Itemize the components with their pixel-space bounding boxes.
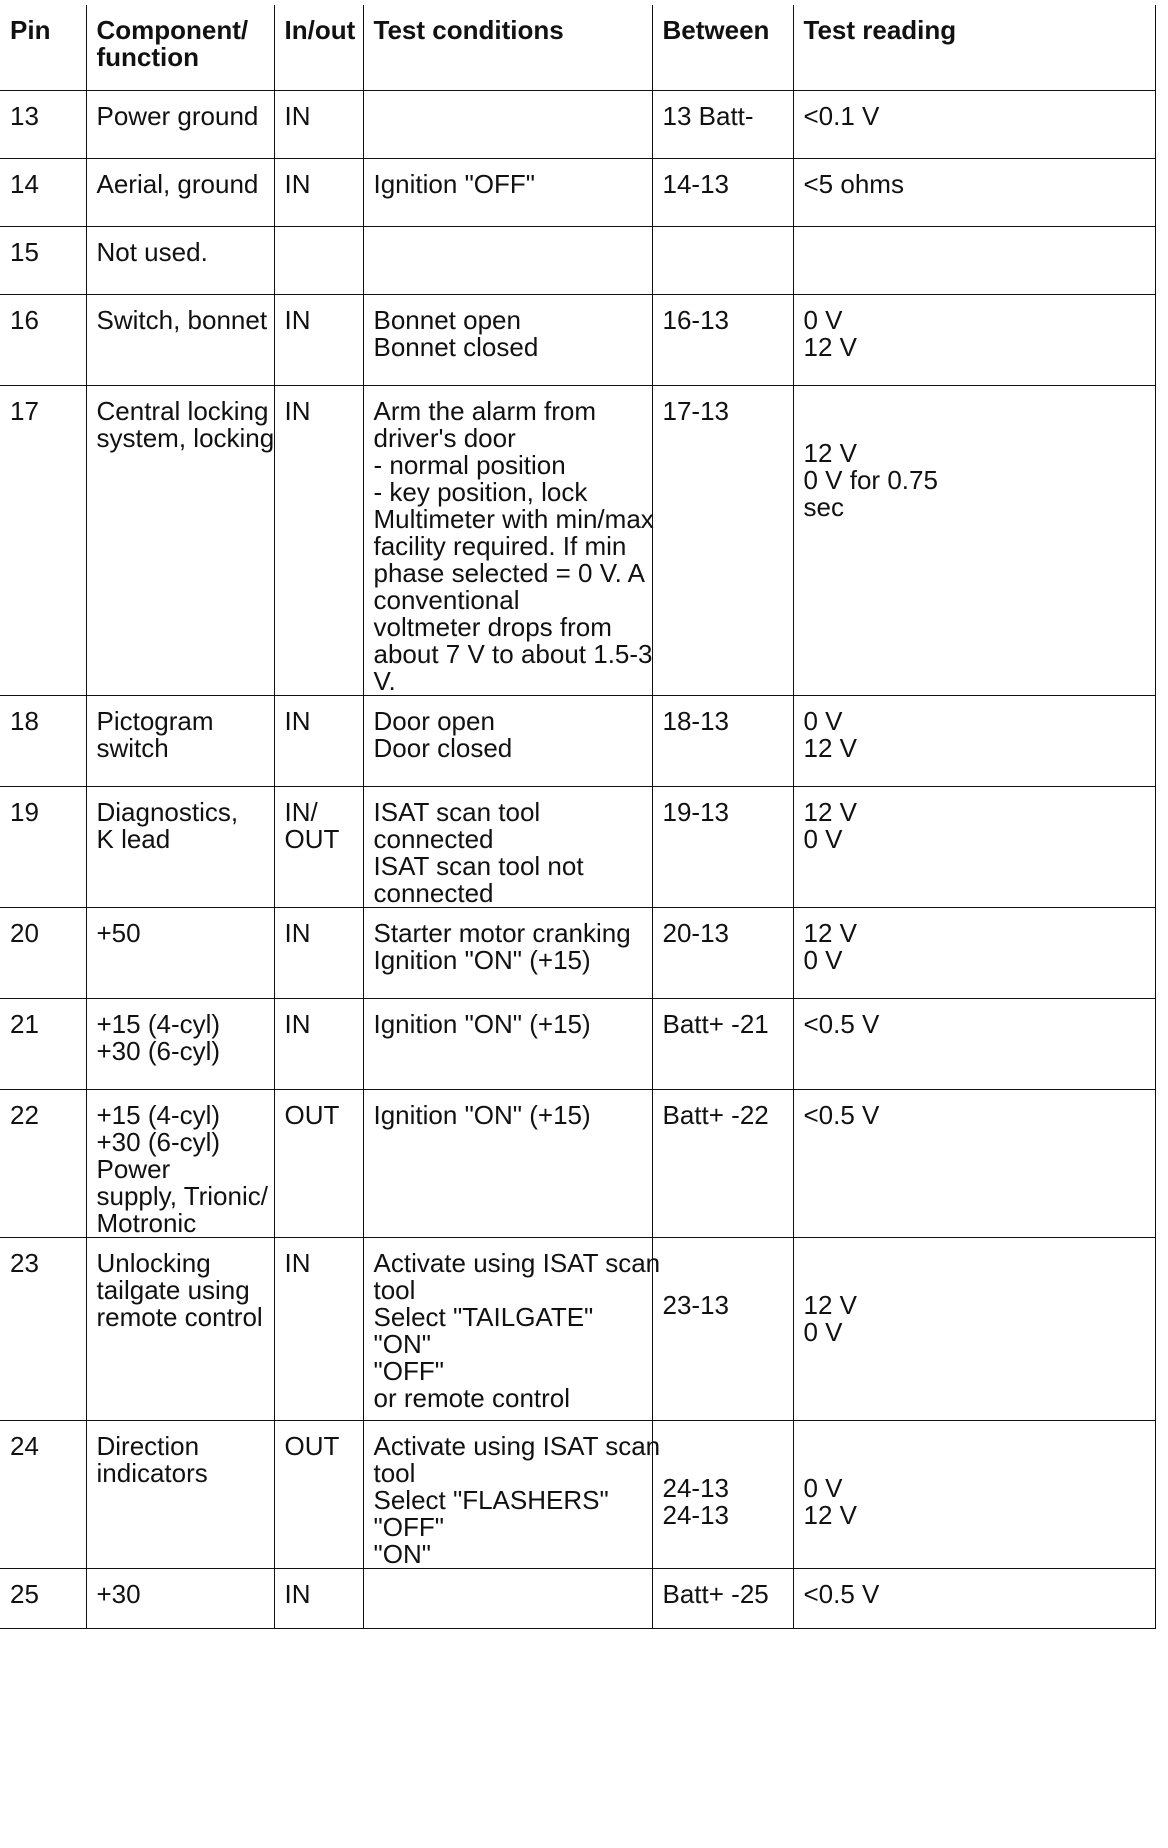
- reading-cell: [793, 907, 1155, 998]
- conditions-line: about 7 V to about 1.5-3: [373, 638, 653, 669]
- inout-line: IN: [284, 168, 311, 199]
- reading-cell: [793, 90, 1155, 158]
- between-line: 24-13: [662, 1499, 729, 1530]
- table-row: [0, 158, 1155, 226]
- reading-line: 12 V: [803, 796, 857, 827]
- reading-line: 0 V: [803, 1316, 843, 1347]
- reading-line: sec: [803, 491, 844, 522]
- component-cell: [86, 998, 274, 1089]
- component-cell: [86, 1089, 274, 1237]
- component-line: +15 (4-cyl): [96, 1008, 221, 1039]
- conditions-line: "OFF": [373, 1511, 444, 1542]
- component-line: Pictogram: [96, 705, 214, 736]
- between-cell: [652, 695, 793, 786]
- conditions-line: V.: [373, 665, 396, 696]
- conditions-line: facility required. If min: [373, 530, 627, 561]
- reading-line: 12 V: [803, 1499, 857, 1530]
- conditions-line: Activate using ISAT scan: [373, 1430, 661, 1461]
- conditions-cell: [363, 226, 652, 294]
- inout-line: OUT: [284, 1099, 340, 1130]
- between-line: 14-13: [662, 168, 729, 199]
- conditions-line: Door open: [373, 705, 495, 736]
- table-row: [0, 1420, 1155, 1568]
- inout-cell: [274, 1237, 363, 1420]
- table-row: [0, 1089, 1155, 1237]
- between-cell: [652, 1420, 793, 1568]
- conditions-line: Ignition "ON" (+15): [373, 944, 591, 975]
- component-line: Power ground: [96, 100, 259, 131]
- pin-cell: 16: [0, 294, 86, 385]
- inout-cell: [274, 226, 363, 294]
- inout-line: IN: [284, 1008, 311, 1039]
- conditions-line: ISAT scan tool: [373, 796, 541, 827]
- inout-cell: [274, 786, 363, 907]
- table-row: [0, 90, 1155, 158]
- reading-cell: [793, 1089, 1155, 1237]
- conditions-line: "OFF": [373, 1355, 444, 1386]
- conditions-cell: [363, 998, 652, 1089]
- reading-cell: [793, 1420, 1155, 1568]
- component-cell: [86, 294, 274, 385]
- inout-line: IN: [284, 304, 311, 335]
- pin-test-table: [0, 5, 1156, 1629]
- between-cell: [652, 1089, 793, 1237]
- component-line: +30 (6-cyl): [96, 1126, 221, 1157]
- inout-cell: [274, 385, 363, 695]
- inout-cell: [274, 998, 363, 1089]
- reading-line: 0 V: [803, 304, 843, 335]
- inout-cell: [274, 1568, 363, 1628]
- component-cell: [86, 1237, 274, 1420]
- between-cell: [652, 1237, 793, 1420]
- reading-line: 0 V: [803, 944, 843, 975]
- header-between: Between: [652, 5, 793, 90]
- component-line: Diagnostics,: [96, 796, 239, 827]
- conditions-line: Ignition "ON" (+15): [373, 1008, 591, 1039]
- component-cell: [86, 1568, 274, 1628]
- table-row: [0, 1237, 1155, 1420]
- component-line: Aerial, ground: [96, 168, 259, 199]
- between-line: Batt+ -22: [662, 1099, 769, 1130]
- reading-cell: [793, 786, 1155, 907]
- component-line: Motronic: [96, 1207, 197, 1238]
- between-line: 23-13: [662, 1289, 729, 1320]
- table-row: [0, 226, 1155, 294]
- inout-line: IN: [284, 1578, 311, 1609]
- table-row: [0, 786, 1155, 907]
- pin-cell: 13: [0, 90, 86, 158]
- pin-cell: 17: [0, 385, 86, 695]
- conditions-line: Select "FLASHERS": [373, 1484, 609, 1515]
- conditions-line: "ON": [373, 1328, 431, 1359]
- conditions-line: Arm the alarm from: [373, 395, 596, 426]
- inout-line: OUT: [284, 823, 340, 854]
- inout-line: IN: [284, 395, 311, 426]
- header-pin: Pin: [0, 5, 86, 90]
- between-cell: [652, 158, 793, 226]
- conditions-cell: [363, 1089, 652, 1237]
- table-row: [0, 385, 1155, 695]
- between-cell: [652, 786, 793, 907]
- component-line: Direction: [96, 1430, 200, 1461]
- header-reading: Test reading: [793, 5, 1155, 90]
- reading-line: 12 V: [803, 732, 857, 763]
- reading-line: 12 V: [803, 1289, 857, 1320]
- reading-line: <0.5 V: [803, 1008, 880, 1039]
- between-line: 19-13: [662, 796, 729, 827]
- reading-line: 12 V: [803, 437, 857, 468]
- component-cell: [86, 786, 274, 907]
- reading-cell: [793, 998, 1155, 1089]
- reading-cell: [793, 1568, 1155, 1628]
- conditions-cell: [363, 907, 652, 998]
- component-cell: [86, 226, 274, 294]
- between-line: 24-13: [662, 1472, 729, 1503]
- component-line: Switch, bonnet: [96, 304, 268, 335]
- conditions-line: driver's door: [373, 422, 516, 453]
- header-component: Component/ function: [86, 5, 274, 90]
- between-cell: [652, 294, 793, 385]
- reading-line: 0 V for 0.75: [803, 464, 938, 495]
- between-cell: [652, 1568, 793, 1628]
- reading-line: 12 V: [803, 917, 857, 948]
- pin-cell: 19: [0, 786, 86, 907]
- conditions-cell: [363, 385, 652, 695]
- between-cell: [652, 998, 793, 1089]
- conditions-line: connected: [373, 823, 494, 854]
- inout-cell: [274, 695, 363, 786]
- between-line: 20-13: [662, 917, 729, 948]
- conditions-cell: [363, 1237, 661, 1420]
- header-conditions: Test conditions: [363, 5, 652, 90]
- conditions-cell: [363, 294, 652, 385]
- pin-cell: 14: [0, 158, 86, 226]
- between-line: 18-13: [662, 705, 729, 736]
- inout-cell: [274, 1089, 363, 1237]
- pin-cell: 18: [0, 695, 86, 786]
- pin-cell: 20: [0, 907, 86, 998]
- conditions-line: Starter motor cranking: [373, 917, 631, 948]
- header-inout: In/out: [274, 5, 363, 90]
- component-cell: [86, 695, 274, 786]
- between-cell: [652, 907, 793, 998]
- between-line: Batt+ -21: [662, 1008, 769, 1039]
- component-line: Not used.: [96, 236, 208, 267]
- component-line: +50: [96, 917, 141, 948]
- component-line: system, locking: [96, 422, 275, 453]
- inout-cell: [274, 294, 363, 385]
- component-cell: [86, 907, 274, 998]
- conditions-line: Ignition "OFF": [373, 168, 536, 199]
- reading-line: 0 V: [803, 1472, 843, 1503]
- inout-line: OUT: [284, 1430, 340, 1461]
- reading-cell: [793, 226, 1155, 294]
- conditions-line: - key position, lock: [373, 476, 588, 507]
- reading-cell: [793, 1237, 1155, 1420]
- component-line: +15 (4-cyl): [96, 1099, 221, 1130]
- conditions-line: connected: [373, 877, 494, 908]
- conditions-line: Multimeter with min/max: [373, 503, 654, 534]
- conditions-line: - normal position: [373, 449, 566, 480]
- conditions-line: or remote control: [373, 1382, 571, 1413]
- inout-line: IN: [284, 705, 311, 736]
- reading-cell: [793, 385, 1155, 695]
- conditions-line: tool: [373, 1274, 416, 1305]
- component-cell: [86, 158, 274, 226]
- conditions-cell: [363, 158, 652, 226]
- inout-cell: [274, 158, 363, 226]
- pin-cell: 22: [0, 1089, 86, 1237]
- component-line: indicators: [96, 1457, 208, 1488]
- reading-line: <0.1 V: [803, 100, 880, 131]
- component-line: K lead: [96, 823, 171, 854]
- reading-line: 12 V: [803, 331, 857, 362]
- reading-line: <0.5 V: [803, 1578, 880, 1609]
- reading-cell: [793, 294, 1155, 385]
- table-body: [0, 90, 1155, 1628]
- conditions-line: phase selected = 0 V. A: [373, 557, 646, 588]
- inout-line: IN: [284, 100, 311, 131]
- conditions-cell: [363, 695, 652, 786]
- conditions-line: Bonnet open: [373, 304, 521, 335]
- component-line: tailgate using: [96, 1274, 250, 1305]
- pin-cell: 21: [0, 998, 86, 1089]
- component-line: remote control: [96, 1301, 263, 1332]
- conditions-line: conventional: [373, 584, 520, 615]
- conditions-line: Ignition "ON" (+15): [373, 1099, 591, 1130]
- inout-line: IN: [284, 1247, 311, 1278]
- between-line: Batt+ -25: [662, 1578, 769, 1609]
- table-row: [0, 294, 1155, 385]
- component-cell: [86, 385, 274, 695]
- inout-cell: [274, 907, 363, 998]
- reading-line: <5 ohms: [803, 168, 904, 199]
- component-cell: [86, 90, 274, 158]
- component-line: supply, Trionic/: [96, 1180, 268, 1211]
- pin-cell: 15: [0, 226, 86, 294]
- conditions-line: Select "TAILGATE": [373, 1301, 594, 1332]
- inout-line: IN/: [284, 796, 318, 827]
- conditions-line: "ON": [373, 1538, 431, 1569]
- component-line: Power: [96, 1153, 171, 1184]
- conditions-cell: [363, 1420, 661, 1569]
- component-line: +30: [96, 1578, 141, 1609]
- conditions-line: voltmeter drops from: [373, 611, 612, 642]
- component-line: +30 (6-cyl): [96, 1035, 221, 1066]
- between-cell: [652, 385, 793, 695]
- conditions-line: Door closed: [373, 732, 513, 763]
- between-line: 13 Batt-: [662, 100, 754, 131]
- pin-cell: 23: [0, 1237, 86, 1420]
- between-cell: [652, 226, 793, 294]
- conditions-line: ISAT scan tool not: [373, 850, 584, 881]
- conditions-line: Bonnet closed: [373, 331, 539, 362]
- component-line: Central locking: [96, 395, 269, 426]
- between-line: 16-13: [662, 304, 729, 335]
- table-row: [0, 1568, 1155, 1628]
- pin-cell: 25: [0, 1568, 86, 1628]
- component-line: Unlocking: [96, 1247, 211, 1278]
- inout-cell: [274, 1420, 363, 1568]
- reading-line: <0.5 V: [803, 1099, 880, 1130]
- inout-cell: [274, 90, 363, 158]
- header-row: [0, 5, 1155, 90]
- table-row: [0, 907, 1155, 998]
- conditions-line: Activate using ISAT scan: [373, 1247, 661, 1278]
- conditions-line: tool: [373, 1457, 416, 1488]
- reading-cell: [793, 695, 1155, 786]
- reading-line: 0 V: [803, 705, 843, 736]
- component-cell: [86, 1420, 274, 1568]
- conditions-cell: [363, 90, 652, 158]
- conditions-cell: [363, 1568, 652, 1628]
- table-row: [0, 695, 1155, 786]
- between-line: 17-13: [662, 395, 729, 426]
- table-row: [0, 998, 1155, 1089]
- between-cell: [652, 90, 793, 158]
- reading-line: 0 V: [803, 823, 843, 854]
- inout-line: IN: [284, 917, 311, 948]
- pin-cell: 24: [0, 1420, 86, 1568]
- conditions-cell: [363, 786, 652, 907]
- reading-cell: [793, 158, 1155, 226]
- component-line: switch: [96, 732, 169, 763]
